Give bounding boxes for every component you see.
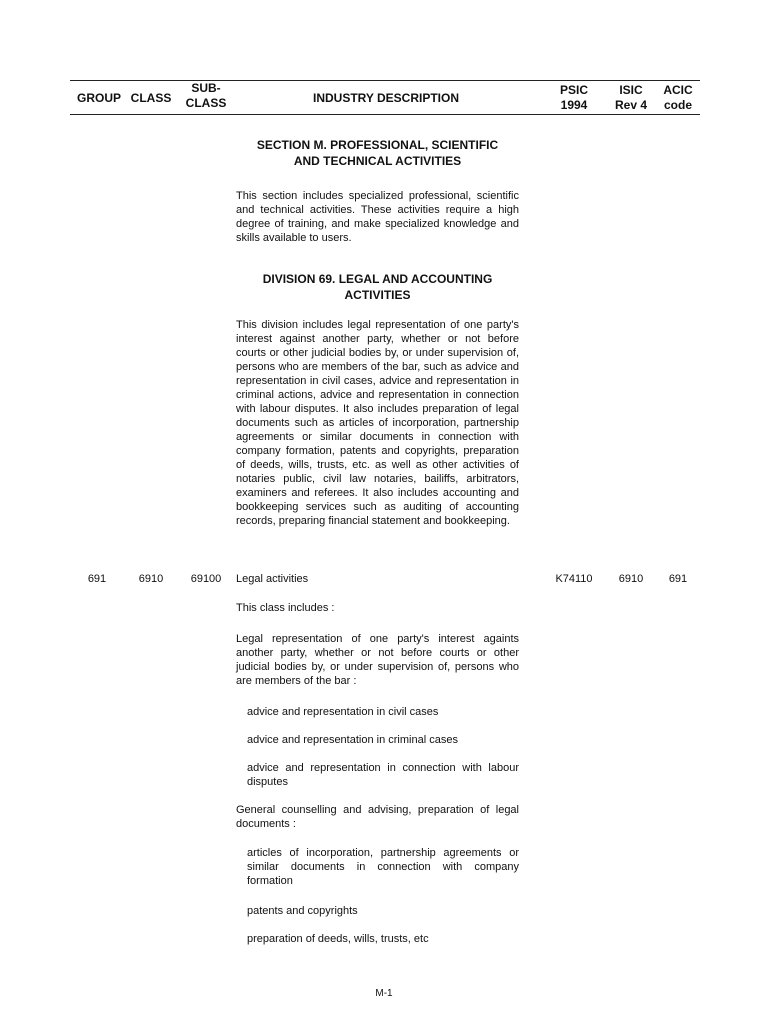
header-class xyxy=(126,91,176,106)
section-title-line2: AND TECHNICAL ACTIVITIES xyxy=(293,154,462,168)
include-item: advice and representation in civil cases xyxy=(247,706,439,718)
header-subclass-line1: SUB- xyxy=(191,81,221,95)
entry-acic-code: 691 xyxy=(668,573,688,585)
includes-paragraph-1: Legal representation of one party's interest againts another party, whether or not before courts or other judicial bodies by, or under supervision of, persons who are members of the bar : xyxy=(236,633,519,687)
header-acic xyxy=(656,83,700,113)
header-psic xyxy=(544,83,604,113)
include-item: articles of incorporation, partnership agreements or similar documents in connection with company formation xyxy=(247,847,519,887)
header-bottom-rule xyxy=(70,114,700,115)
entry-class-code: 6910 xyxy=(138,573,164,585)
include-item: patents and copyrights xyxy=(247,905,358,917)
header-isic xyxy=(604,83,658,113)
entry-psic-code: K74110 xyxy=(555,573,593,585)
header-isic-line2: Rev 4 xyxy=(614,98,648,112)
page-number: M-1 xyxy=(375,988,393,999)
includes-paragraph-2: General counselling and advising, preparation of legal documents : xyxy=(236,804,519,830)
header-group-label: GROUP xyxy=(76,91,121,105)
header-description xyxy=(236,91,536,106)
section-title-line1: SECTION M. PROFESSIONAL, SCIENTIFIC xyxy=(256,138,499,152)
header-subclass-line2: CLASS xyxy=(185,96,227,110)
division-description: This division includes legal representation of one party's interest against another party, whether or not before courts or other judicial bodies by, or under supervision of, persons who are members of the bar, such as advice and representation in civil cases, advice and representation in criminal actions, advice and representation in connection with labour disputes. It also includes preparation of legal documents such as articles of incorporation, partnership agreements or similar documents in connection with company formation, patents and copyrights, preparation of deeds, wills, trusts, etc. as well as other activities of notaries public, civil law notaries, bailiffs, arbitrators, examiners and referees. It also includes accounting and bookkeeping services such as auditing of accounting records, preparing financial statement and bookkeeping. xyxy=(236,319,519,527)
entry-group-code: 691 xyxy=(87,573,107,585)
division-title xyxy=(236,271,519,303)
header-description-label: INDUSTRY DESCRIPTION xyxy=(312,91,459,105)
entry-isic-code: 6910 xyxy=(618,573,644,585)
header-isic-line1: ISIC xyxy=(619,83,643,97)
section-title xyxy=(236,137,519,169)
header-subclass xyxy=(180,81,232,111)
header-class-label: CLASS xyxy=(130,91,172,105)
entry-subclass-code: 69100 xyxy=(190,573,222,585)
header-top-rule xyxy=(70,80,700,81)
include-item: advice and representation in criminal cases xyxy=(247,734,458,746)
division-title-line1: DIVISION 69. LEGAL AND ACCOUNTING xyxy=(262,272,493,286)
entry-description: Legal activities xyxy=(236,573,309,585)
division-title-line2: ACTIVITIES xyxy=(344,288,411,302)
header-psic-line2: 1994 xyxy=(560,98,588,112)
include-item: preparation of deeds, wills, trusts, etc xyxy=(247,933,429,945)
section-description: This section includes specialized professional, scientific and technical activities. These activities require a high degree of training, and make specialized knowledge and skills available to users. xyxy=(236,190,519,244)
header-acic-line1: ACIC xyxy=(663,83,693,97)
include-item: advice and representation in connection with labour disputes xyxy=(247,762,519,788)
header-group xyxy=(74,91,124,106)
class-includes-label: This class includes : xyxy=(236,602,335,614)
header-psic-line1: PSIC xyxy=(559,83,588,97)
header-acic-line2: code xyxy=(663,98,692,112)
